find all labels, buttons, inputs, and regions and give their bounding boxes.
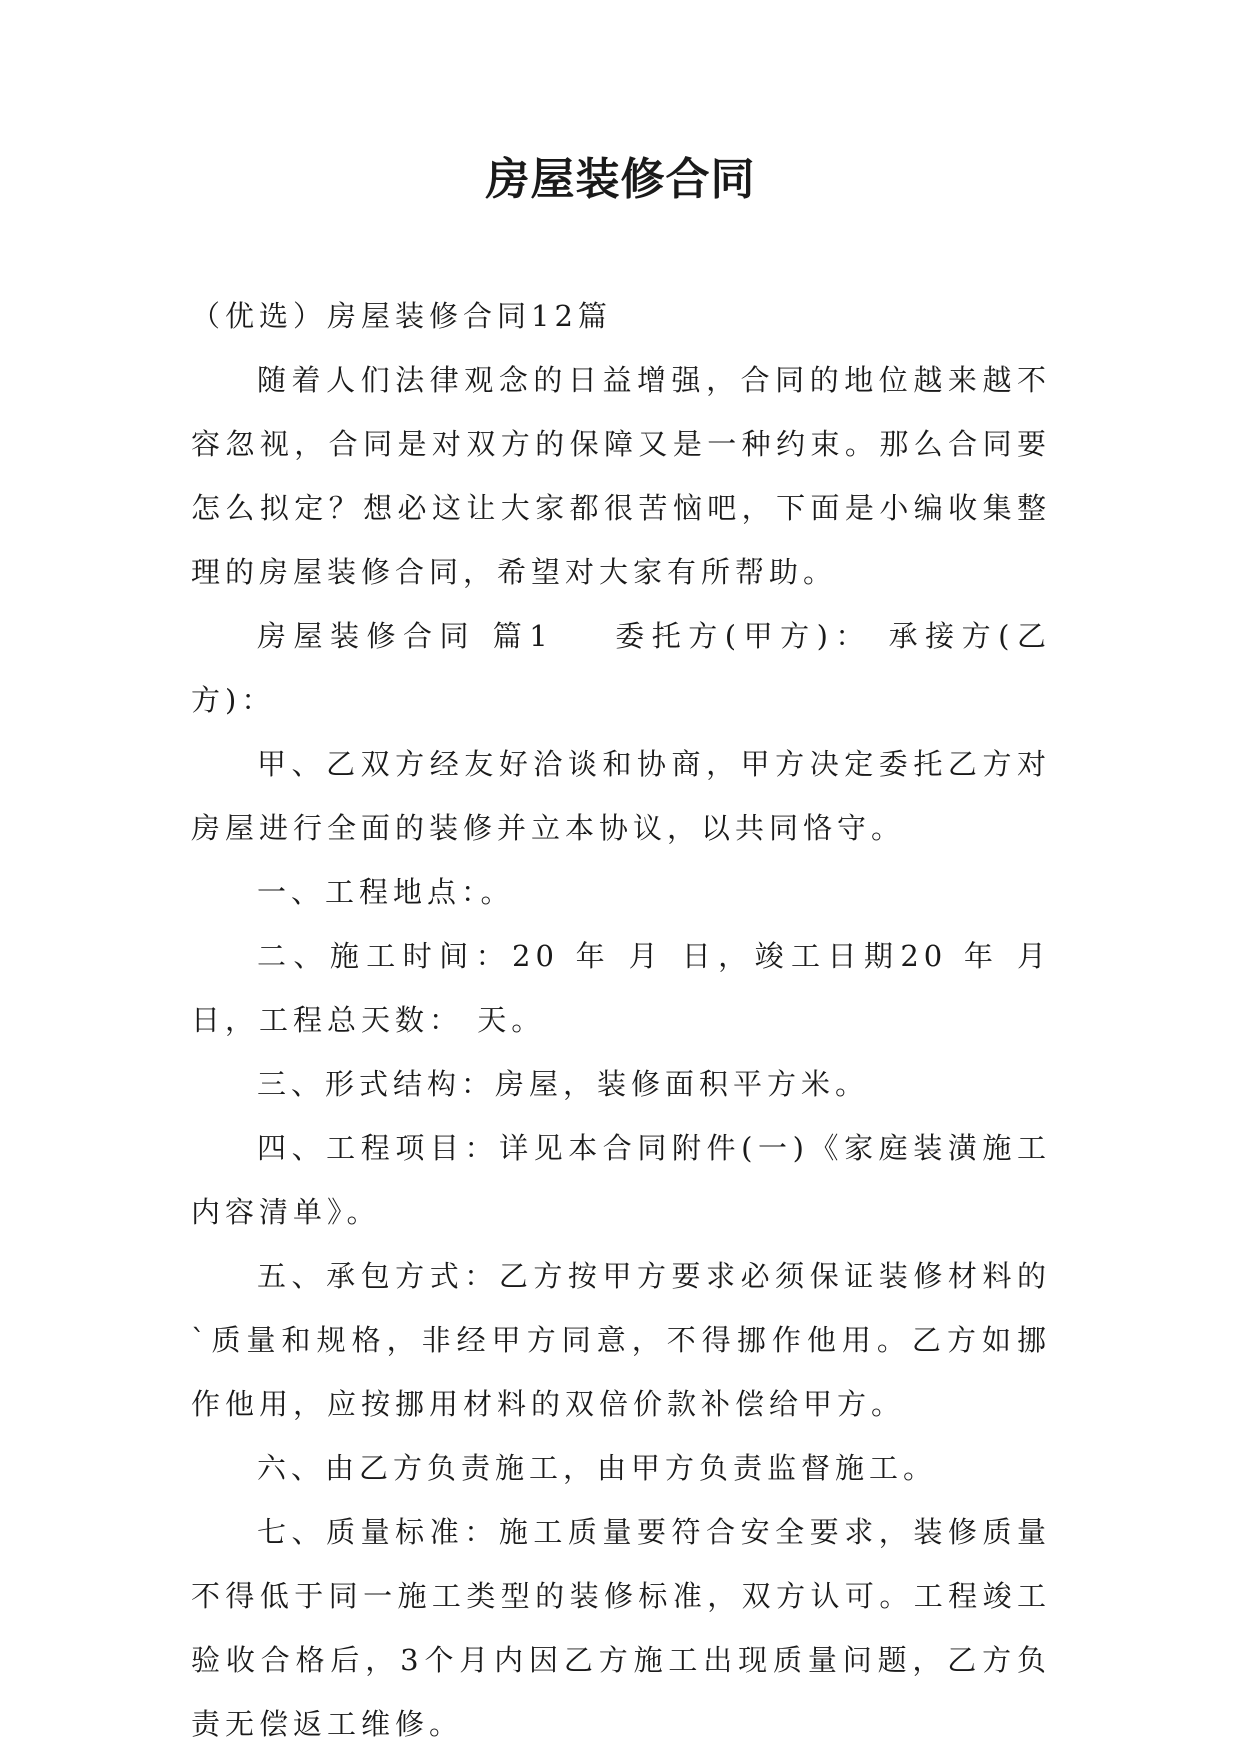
clause-paragraph: 一、工程地点：。 xyxy=(257,875,515,909)
document-subtitle: （优选）房屋装修合同12篇 xyxy=(191,299,612,333)
party-b-label: 承接方(乙方)： xyxy=(191,619,1051,717)
section-heading-line xyxy=(191,604,1051,732)
clause-paragraph: 四、工程项目：详见本合同附件(一)《家庭装潢施工内容清单》。 xyxy=(191,1131,1051,1229)
document-title: 房屋装修合同 xyxy=(485,154,756,205)
party-a-label: 委托方(甲方)： xyxy=(612,619,872,653)
clause-paragraph: 七、质量标准：施工质量要符合安全要求，装修质量不得低于同一施工类型的装修标准，双方认可。工程竣工验收合格后，3个月内因乙方施工出现质量问题，乙方负责无偿返工维修。 xyxy=(191,1515,1051,1741)
intro-paragraph: 随着人们法律观念的日益增强，合同的地位越来越不容忽视，合同是对双方的保障又是一种约束。那么合同要怎么拟定？想必这让大家都很苦恼吧，下面是小编收集整理的房屋装修合同，希望对大家有所帮助。 xyxy=(191,363,1051,589)
clause-paragraph: 甲、乙双方经友好洽谈和协商，甲方决定委托乙方对房屋进行全面的装修并立本协议，以共同恪守。 xyxy=(191,747,1051,845)
clause-paragraph: 五、承包方式：乙方按甲方要求必须保证装修材料的`质量和规格，非经甲方同意，不得挪作他用。乙方如挪作他用，应按挪用材料的双倍价款补偿给甲方。 xyxy=(191,1259,1051,1421)
clause-paragraph: 三、形式结构：房屋，装修面积平方米。 xyxy=(257,1067,870,1101)
clause-paragraph: 六、由乙方负责施工，由甲方负责监督施工。 xyxy=(257,1451,938,1485)
clause-paragraph: 二、施工时间：20 年 月 日，竣工日期20 年 月 日，工程总天数： 天。 xyxy=(191,939,1051,1037)
document-body xyxy=(191,284,1051,1756)
section-heading: 房屋装修合同 篇1 xyxy=(257,619,553,653)
